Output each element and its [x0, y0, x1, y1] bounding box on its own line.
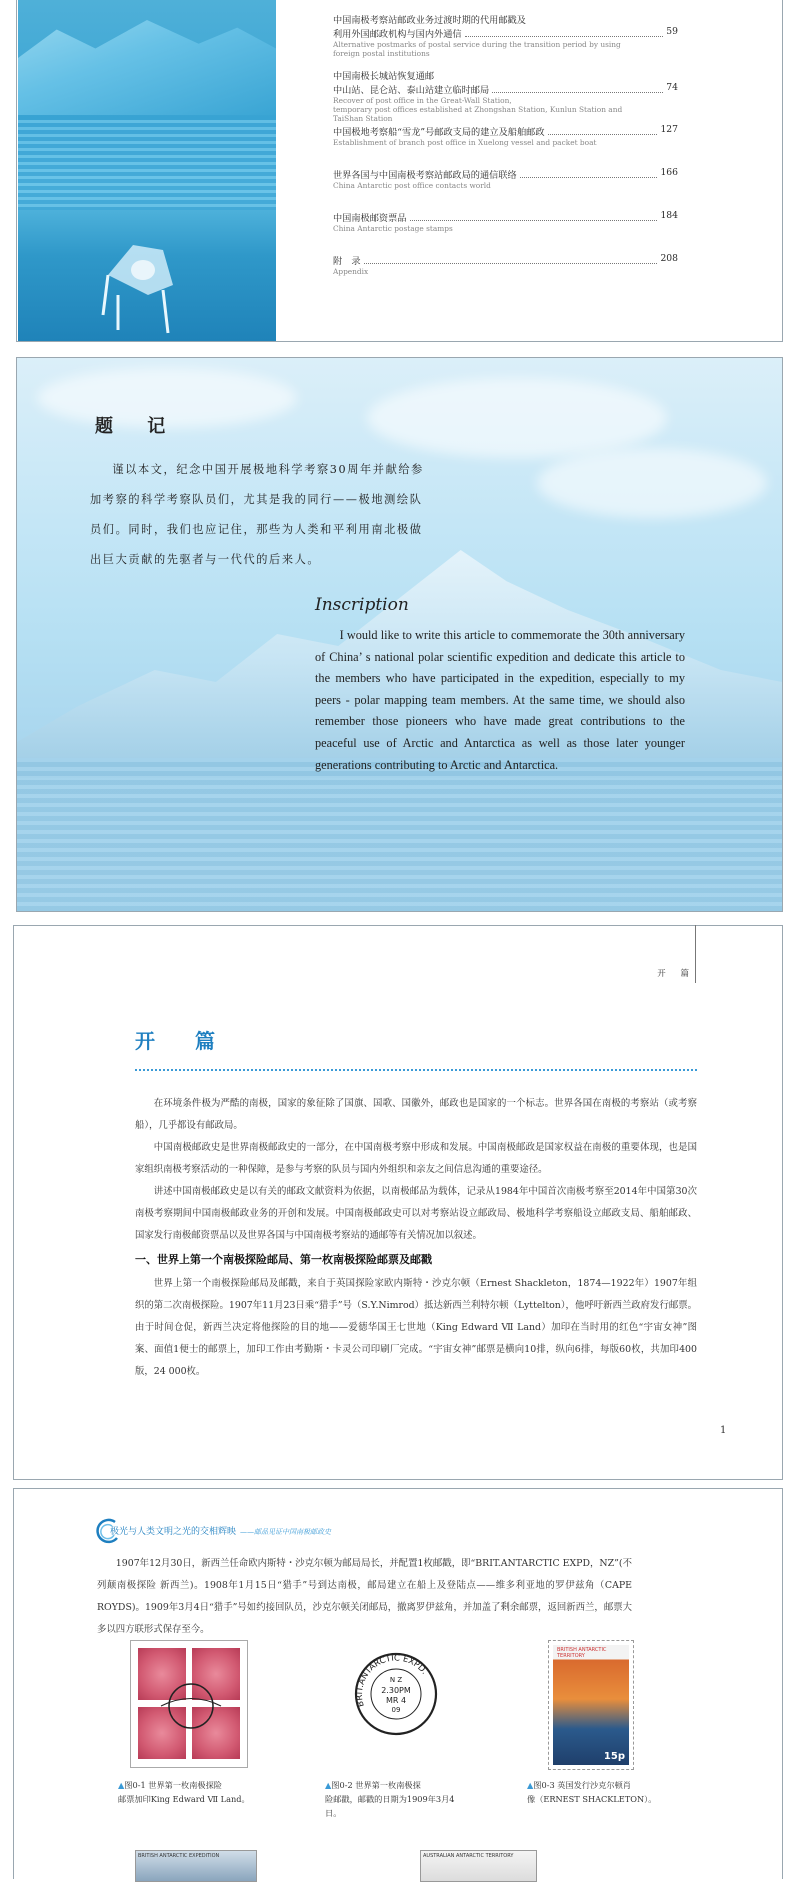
toc-title: 中国南极考察站邮政业务过渡时期的代用邮戳及 — [333, 15, 526, 26]
toc-entry-6[interactable] — [333, 253, 678, 276]
stamp-label: BRITISH ANTARCTIC EXPEDITION — [138, 1853, 220, 1859]
toc-title: 附 录 — [333, 256, 361, 267]
section-title: 开 篇 — [135, 1029, 225, 1053]
header-title: 极光与人类文明之光的交相辉映 — [110, 1527, 237, 1537]
caption-line: 图0-1 世界第一枚南极探险 — [124, 1780, 222, 1790]
postmark-time: 2.30PM — [381, 1686, 411, 1695]
opening-page — [0, 925, 790, 1481]
water-graphic — [18, 120, 276, 210]
toc-english: Recover of post office in the Great-Wall Station, — [333, 96, 512, 105]
toc-title: 世界各国与中国南极考察站邮政局的通信联络 — [333, 170, 517, 181]
paragraph: 在环境条件极为严酷的南极，国家的象征除了国旗、国歌、国徽外，邮政也是国家的一个标志。世界各国在南极的考察站（或考察船），几乎都设有邮政局。 — [135, 1098, 697, 1131]
opening-body — [135, 1093, 697, 1383]
stamp-image — [553, 1645, 629, 1765]
toc-english: China Antarctic post office contacts world — [333, 181, 491, 190]
paragraph: 世界上第一个南极探险邮局及邮戳，来自于英国探险家欧内斯特・沙克尔顿（Ernest Shackleton，1874—1922年）1907年组织的第二次南极探险。1907年11月23日乘“猎手”号（S.Y.Nimrod）抵达新西兰利特尔顿（Lyttelton），他呼吁新西兰政府发行邮票。由于时间仓促，新西兰决定将他探险的目的地——爱德华国王七世地（King Edward Ⅶ Land）加印在当时用的红色“宇宙女神”图案、面值1便士的邮票上，加印工作由考勤斯・卡灵公司印刷厂完成。“宇宙女神”邮票是横向10排，纵向6排，每版60枚，共加印400版，24 000枚。 — [135, 1278, 697, 1377]
toc-entry-1[interactable] — [333, 12, 678, 58]
caption-line: 邮票加印King Edward Ⅶ Land。 — [118, 1794, 250, 1804]
sea-graphic — [17, 758, 782, 912]
running-head: 开 篇 — [657, 969, 695, 979]
toc-english: foreign postal institutions — [333, 49, 430, 58]
cancel-mark-graphic — [156, 1681, 226, 1731]
toc-english: Establishment of branch post office in Xuelong vessel and packet boat — [333, 138, 597, 147]
paragraph: 中国南极邮政史是世界南极邮政史的一部分，在中国南极考察中形成和发展。中国南极邮政是国家权益在南极的重要体现，也是国家组织南极考察活动的一种保障，是参与考察的队员与国内外组织和亲友之间信息沟通的重要途径。 — [135, 1142, 697, 1175]
stamp-block-of-four — [130, 1640, 248, 1768]
inscription-page — [0, 357, 790, 912]
postmark-graphic — [350, 1648, 442, 1740]
caption-line: 图0-3 英国发行沙克尔顿肖 — [533, 1780, 631, 1790]
toc-page-number: 59 — [666, 26, 678, 37]
cloud-graphic — [367, 378, 667, 458]
inscription-title-en: Inscription — [315, 595, 409, 615]
caption-line: 像（ERNEST SHACKLETON）。 — [527, 1794, 657, 1804]
partial-stamp — [420, 1850, 537, 1882]
toc-title: 利用外国邮政机构与国内外通信 — [333, 29, 462, 40]
postmark-year: 09 — [391, 1706, 401, 1714]
cover-photo — [18, 0, 276, 341]
toc-page-number: 184 — [660, 210, 678, 221]
toc-english: TaiShan Station — [333, 114, 393, 123]
caption-line: 险邮戳，邮戳的日期为1909年3月4 — [325, 1794, 455, 1804]
toc-title: 中国南极邮资票品 — [333, 213, 407, 224]
toc-english: Appendix — [333, 267, 369, 276]
header-subtitle: ——邮品见证中国南极邮政史 — [240, 1528, 332, 1536]
page-number: 1 — [720, 1425, 727, 1436]
postmark-arc-text: BRIT.ANTARCTIC EXPD. — [354, 1653, 430, 1708]
inscription-paragraph-en: I would like to write this article to commemorate the 30th anniversary of China’ s national polar scientific expedition and dedicate this article to the members who have participated in the expedition, especially to my peers - polar mapping team members. At the same time, we should also remember those pioneers who have made great contributions to the peaceful use of Arctic and Antarctica as well as those later younger generations contributing to Arctic and Antarctica. — [315, 628, 685, 772]
toc-english: temporary post offices established at Zhongshan Station, Kunlun Station and — [333, 105, 623, 114]
cloud-graphic — [537, 448, 767, 518]
figure-caption: ▲图0-2 世界第一枚南极探 险邮戳，邮戳的日期为1909年3月4 日。 — [325, 1778, 485, 1820]
toc-page-number: 74 — [666, 82, 678, 93]
toc-entry-4[interactable] — [333, 167, 678, 190]
inscription-text-zh — [90, 455, 430, 575]
figure-caption: ▲图0-3 英国发行沙克尔顿肖 像（ERNEST SHACKLETON）。 — [527, 1778, 697, 1806]
stamps-page — [0, 1488, 790, 1871]
toc-page-number: 166 — [660, 167, 678, 178]
toc-page-number: 127 — [660, 124, 678, 135]
stamp-label: BRITISH ANTARCTIC TERRITORY — [557, 1647, 607, 1659]
running-header — [110, 1524, 331, 1537]
inscription-paragraph-zh: 谨以本文，纪念中国开展极地科学考察30周年并献给参加考察的科学考察队员们，尤其是我的同行——极地测绘队员们。同时，我们也应记住，那些为人类和平利用南北极做出巨大贡献的先驱者与一代代的后来人。 — [90, 463, 424, 566]
toc-page — [0, 0, 790, 343]
toc-entry-2[interactable] — [333, 68, 678, 123]
partial-stamp — [135, 1850, 257, 1882]
paragraph: 1907年12月30日，新西兰任命欧内斯特・沙克尔顿为邮局局长，并配置1枚邮戳，即“BRIT.ANTARCTIC EXPD，NZ”(不列颠南极探险 新西兰)。1908年1月15日“猎手”号到达南极，邮局建立在船上及登陆点——维多利亚地的罗伊兹角（CAPE ROYDS)。1909年3月4日“猎手”号如约接回队员，沙克尔顿关闭邮局，撤离罗伊兹角，并加盖了剩余邮票，返回新西兰，邮票大多以四方联形式保存至今。 — [97, 1558, 632, 1635]
toc-title: 中国极地考察船“雪龙”号邮政支局的建立及船舶邮政 — [333, 127, 545, 138]
caption-line: 日。 — [325, 1808, 342, 1818]
figure-caption: ▲图0-1 世界第一枚南极探险 邮票加印King Edward Ⅶ Land。 — [118, 1778, 288, 1806]
inscription-title-zh: 题 记 — [95, 416, 180, 437]
mountain-graphic — [18, 20, 276, 115]
toc-title: 中山站、昆仑站、泰山站建立临时邮局 — [333, 85, 490, 96]
subsection-heading: 一、世界上第一个南极探险邮局、第一枚南极探险邮票及邮戳 — [135, 1253, 432, 1266]
caption-line: 图0-2 世界第一枚南极探 — [331, 1780, 421, 1790]
stamps-body — [97, 1553, 632, 1641]
shackleton-stamp — [548, 1640, 634, 1770]
toc-page-number: 208 — [660, 253, 678, 264]
toc-english: Alternative postmarks of postal service during the transition period by using — [333, 40, 621, 49]
inscription-text-en — [315, 625, 685, 776]
stamp-label: AUSTRALIAN ANTARCTIC TERRITORY — [423, 1853, 514, 1859]
section-divider — [135, 1069, 697, 1071]
running-head-rule — [695, 925, 696, 983]
toc-entry-3[interactable] — [333, 124, 678, 147]
toc-title: 中国南极长城站恢复通邮 — [333, 71, 435, 82]
deck-chair-graphic — [88, 215, 198, 335]
stamp-value: 15p — [603, 1751, 625, 1762]
toc-english: China Antarctic postage stamps — [333, 224, 453, 233]
toc-entry-5[interactable] — [333, 210, 678, 233]
postmark-date: MR 4 — [385, 1696, 407, 1705]
postmark-nz: N Z — [389, 1676, 403, 1684]
paragraph: 讲述中国南极邮政史是以有关的邮政文献资料为依据，以南极邮品为载体，记录从1984年中国首次南极考察至2014年中国第30次南极考察期间中国南极邮政业务的开创和发展。中国南极邮政史可以对考察站设立邮政局、极地科学考察船设立邮政支局、船舶邮政、国家发行南极邮资票品以及世界各国与中国南极考察站的通邮等有关情况加以叙述。 — [135, 1186, 697, 1241]
